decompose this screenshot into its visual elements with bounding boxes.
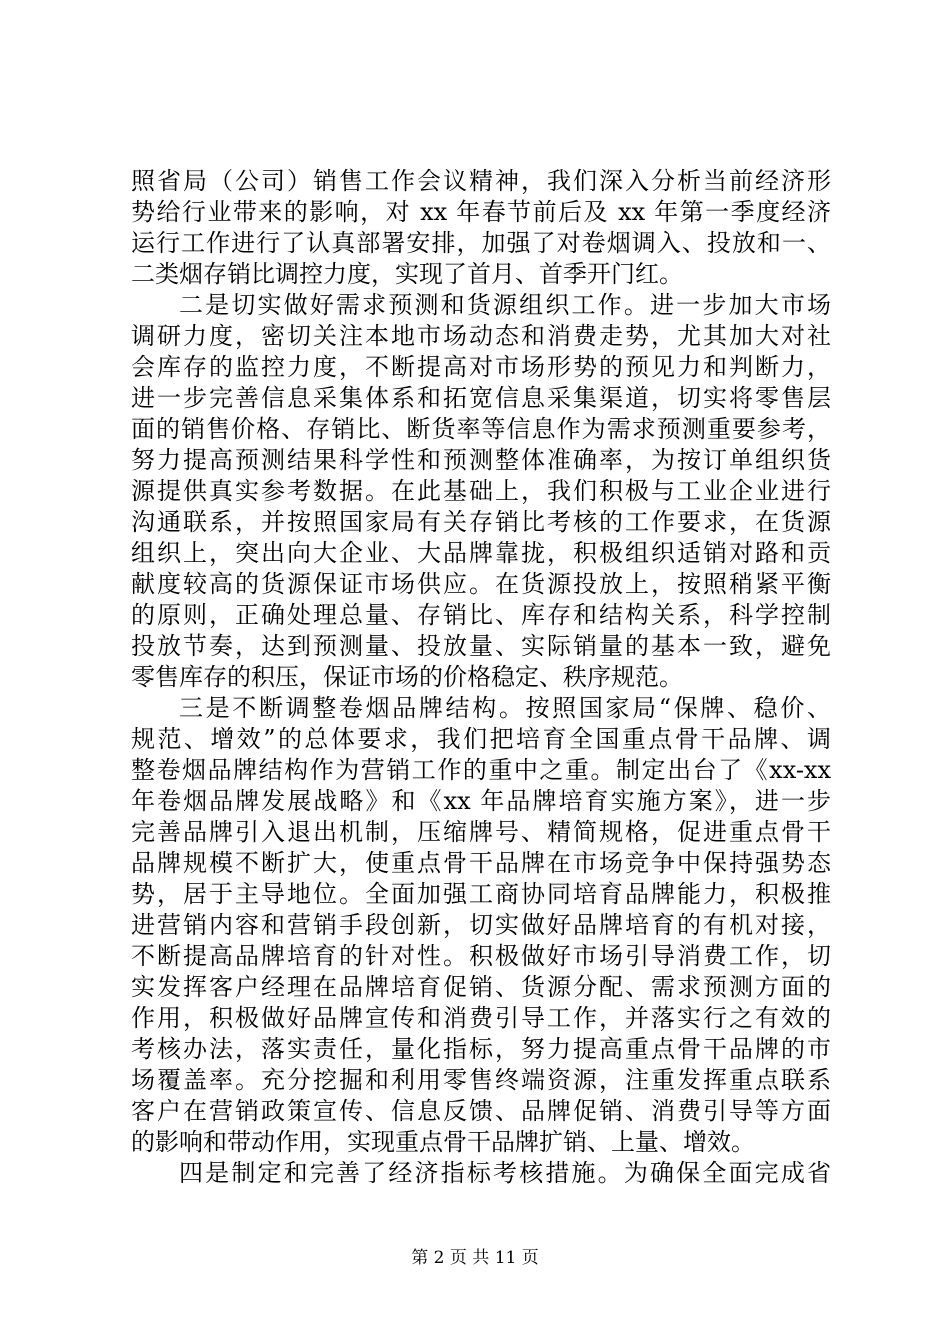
text-line: 的原则，正确处理总量、存销比、库存和结构关系，科学控制	[131, 601, 831, 629]
text-line: 势，居于主导地位。全面加强工商协同培育品牌能力，积极推	[131, 880, 831, 908]
text-line: 会库存的监控力度，不断提高对市场形势的预见力和判断力，	[131, 353, 831, 381]
text-line: 实发挥客户经理在品牌培育促销、货源分配、需求预测方面的	[131, 973, 831, 1001]
text-line: 二类烟存销比调控力度，实现了首月、首季开门红。	[131, 260, 683, 288]
text-line: 调研力度，密切关注本地市场动态和消费走势，尤其加大对社	[131, 322, 831, 350]
text-line: 零售库存的积压，保证市场的价格稳定、秩序规范。	[131, 663, 683, 691]
text-line: 进营销内容和营销手段创新，切实做好品牌培育的有机对接，	[131, 911, 831, 939]
text-line: 品牌规模不断扩大，使重点骨干品牌在市场竞争中保持强势态	[131, 849, 831, 877]
text-line: 势给行业带来的影响，对 xx 年春节前后及 xx 年第一季度经济	[131, 198, 831, 226]
text-line: 的影响和带动作用，实现重点骨干品牌扩销、上量、增效。	[131, 1128, 755, 1156]
text-line: 完善品牌引入退出机制，压缩牌号、精简规格，促进重点骨干	[131, 818, 831, 846]
text-line: 努力提高预测结果科学性和预测整体准确率，为按订单组织货	[131, 446, 831, 474]
text-line: 进一步完善信息采集体系和拓宽信息采集渠道，切实将零售层	[131, 384, 831, 412]
text-line: 四是制定和完善了经济指标考核措施。为确保全面完成省	[179, 1159, 831, 1187]
text-line: 沟通联系，并按照国家局有关存销比考核的工作要求，在货源	[131, 508, 831, 536]
document-body	[131, 166, 831, 1189]
text-line: 规范、增效”的总体要求，我们把培育全国重点骨干品牌、调	[131, 725, 831, 753]
text-line: 面的销售价格、存销比、断货率等信息作为需求预测重要参考，	[131, 415, 831, 443]
page-footer: 第 2 页 共 11 页	[411, 1248, 539, 1268]
text-line: 组织上，突出向大企业、大品牌靠拢，积极组织适销对路和贡	[131, 539, 831, 567]
paragraph	[131, 166, 831, 290]
text-line: 运行工作进行了认真部署安排，加强了对卷烟调入、投放和一、	[131, 229, 831, 257]
text-line: 献度较高的货源保证市场供应。在货源投放上，按照稍紧平衡	[131, 570, 831, 598]
text-line: 客户在营销政策宣传、信息反馈、品牌促销、消费引导等方面	[131, 1097, 831, 1125]
paragraph	[131, 290, 831, 693]
text-line: 整卷烟品牌结构作为营销工作的重中之重。制定出台了《xx-xx	[131, 756, 831, 784]
text-line: 作用，积极做好品牌宣传和消费引导工作，并落实行之有效的	[131, 1004, 831, 1032]
text-line: 照省局（公司）销售工作会议精神，我们深入分析当前经济形	[131, 167, 831, 195]
text-line: 年卷烟品牌发展战略》和《xx 年品牌培育实施方案》，进一步	[131, 787, 831, 815]
text-line: 源提供真实参考数据。在此基础上，我们积极与工业企业进行	[131, 477, 831, 505]
text-line: 投放节奏，达到预测量、投放量、实际销量的基本一致，避免	[131, 632, 831, 660]
text-line: 不断提高品牌培育的针对性。积极做好市场引导消费工作，切	[131, 942, 831, 970]
text-line: 考核办法，落实责任，量化指标，努力提高重点骨干品牌的市	[131, 1035, 831, 1063]
paragraph	[131, 1158, 831, 1189]
text-line: 二是切实做好需求预测和货源组织工作。进一步加大市场	[179, 291, 831, 319]
paragraph	[131, 693, 831, 1158]
text-line: 三是不断调整卷烟品牌结构。按照国家局“保牌、稳价、	[179, 694, 831, 722]
text-line: 场覆盖率。充分挖掘和利用零售终端资源，注重发挥重点联系	[131, 1066, 831, 1094]
